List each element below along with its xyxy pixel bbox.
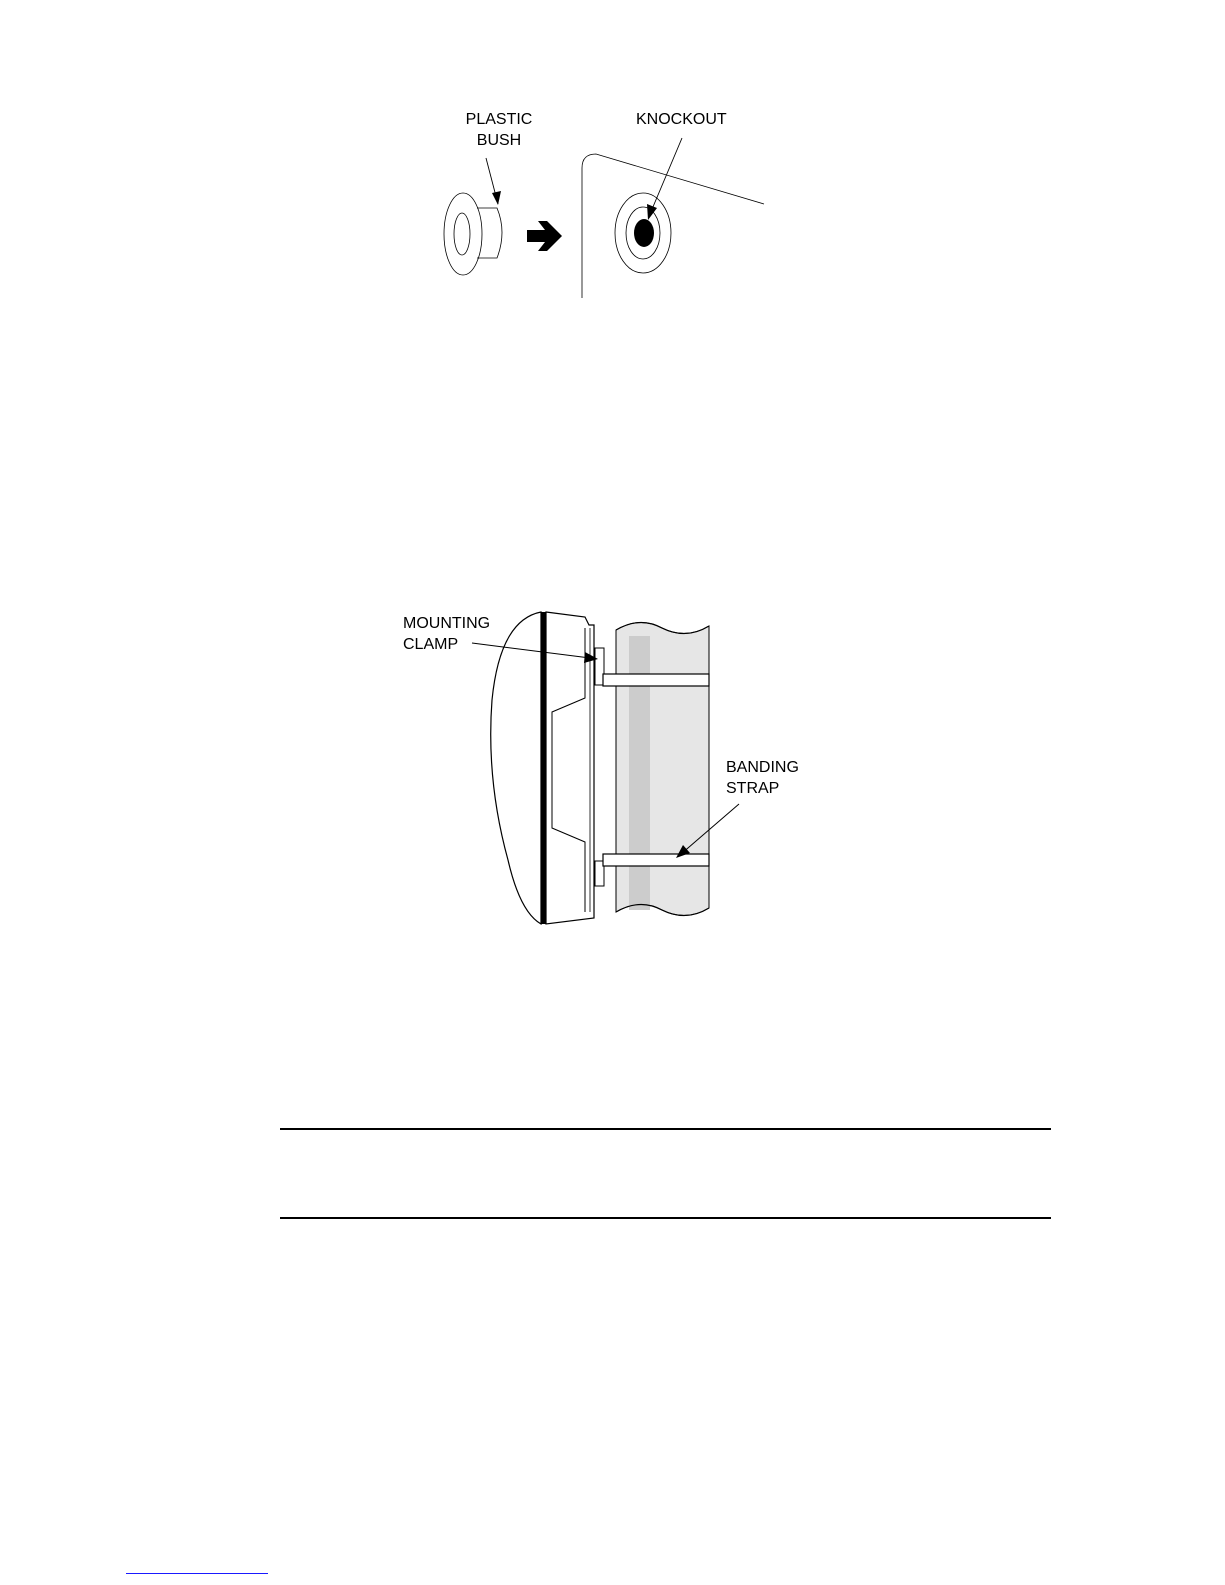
pole: [616, 622, 709, 915]
plastic-bush-label: [451, 109, 547, 151]
plastic-bush-icon: [444, 193, 502, 275]
mounting-clamp-label-line2: CLAMP: [403, 636, 459, 653]
knockout-icon: [615, 193, 671, 273]
banding-strap-top: [603, 674, 709, 686]
footer-link-underline[interactable]: [126, 1573, 268, 1574]
plastic-bush-label-line2: BUSH: [476, 132, 522, 149]
banding-strap-label: [726, 757, 799, 799]
mounting-clamp-label: [403, 613, 490, 655]
bush-knockout-figure: [0, 0, 1225, 320]
knockout-leader: [650, 138, 682, 214]
arrow-right-icon: [527, 221, 562, 251]
banding-strap-label-line2: STRAP: [726, 780, 780, 797]
knockout-label: KNOCKOUT: [636, 111, 727, 128]
banding-strap-bottom: [603, 854, 709, 866]
enclosure-panel-edge: [582, 154, 764, 298]
plastic-bush-label-line1: PLASTIC: [465, 111, 533, 128]
pole-mounting-figure: [0, 590, 1225, 940]
enclosure-side-view: [491, 612, 594, 924]
rule-top: [280, 1128, 1051, 1130]
rule-bottom: [280, 1217, 1051, 1219]
mounting-clamp-label-line1: MOUNTING: [403, 615, 491, 632]
banding-strap-label-line1: BANDING: [726, 759, 799, 776]
